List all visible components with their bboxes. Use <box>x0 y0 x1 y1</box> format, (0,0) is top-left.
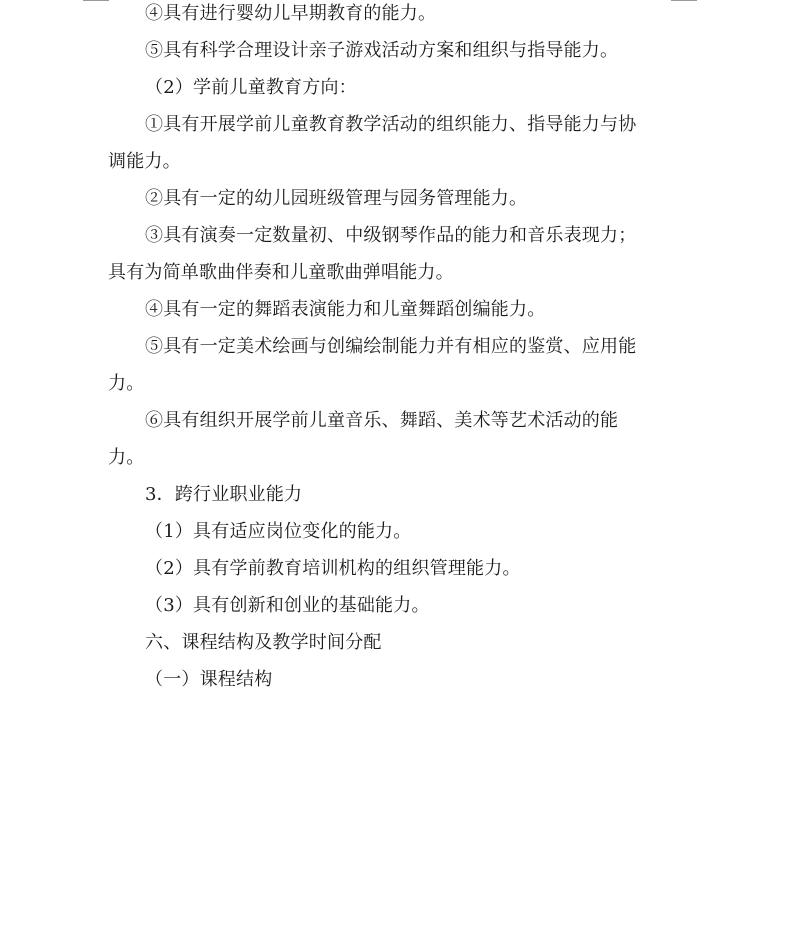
page-corner-mark-right <box>671 0 697 1</box>
text-line: ③具有演奏一定数量初、中级钢琴作品的能力和音乐表现力； <box>145 225 637 246</box>
text-line: ②具有一定的幼儿园班级管理与园务管理能力。 <box>145 188 528 209</box>
text-line: （3）具有创新和创业的基础能力。 <box>145 595 430 616</box>
text-line: 力。 <box>108 447 145 468</box>
section-heading: （一）课程结构 <box>145 669 273 690</box>
text-line: 调能力。 <box>108 151 181 172</box>
text-line: （1）具有适应岗位变化的能力。 <box>145 521 412 542</box>
text-line: ④具有进行婴幼儿早期教育的能力。 <box>145 3 437 24</box>
text-line: ⑤具有一定美术绘画与创编绘制能力并有相应的鉴赏、应用能 <box>145 336 637 357</box>
text-line: 具有为简单歌曲伴奏和儿童歌曲弹唱能力。 <box>108 262 454 283</box>
text-line: ①具有开展学前儿童教育教学活动的组织能力、指导能力与协 <box>145 114 637 135</box>
text-line: ⑥具有组织开展学前儿童音乐、舞蹈、美术等艺术活动的能 <box>145 410 619 431</box>
section-heading: （2）学前儿童教育方向： <box>145 77 357 98</box>
section-heading: 六、课程结构及教学时间分配 <box>145 632 382 653</box>
page-corner-mark-left <box>83 0 109 1</box>
text-line: ④具有一定的舞蹈表演能力和儿童舞蹈创编能力。 <box>145 299 546 320</box>
text-line: （2）具有学前教育培训机构的组织管理能力。 <box>145 558 521 579</box>
section-heading: 3．跨行业职业能力 <box>145 484 303 505</box>
text-line: ⑤具有科学合理设计亲子游戏活动方案和组织与指导能力。 <box>145 40 619 61</box>
text-line: 力。 <box>108 373 145 394</box>
